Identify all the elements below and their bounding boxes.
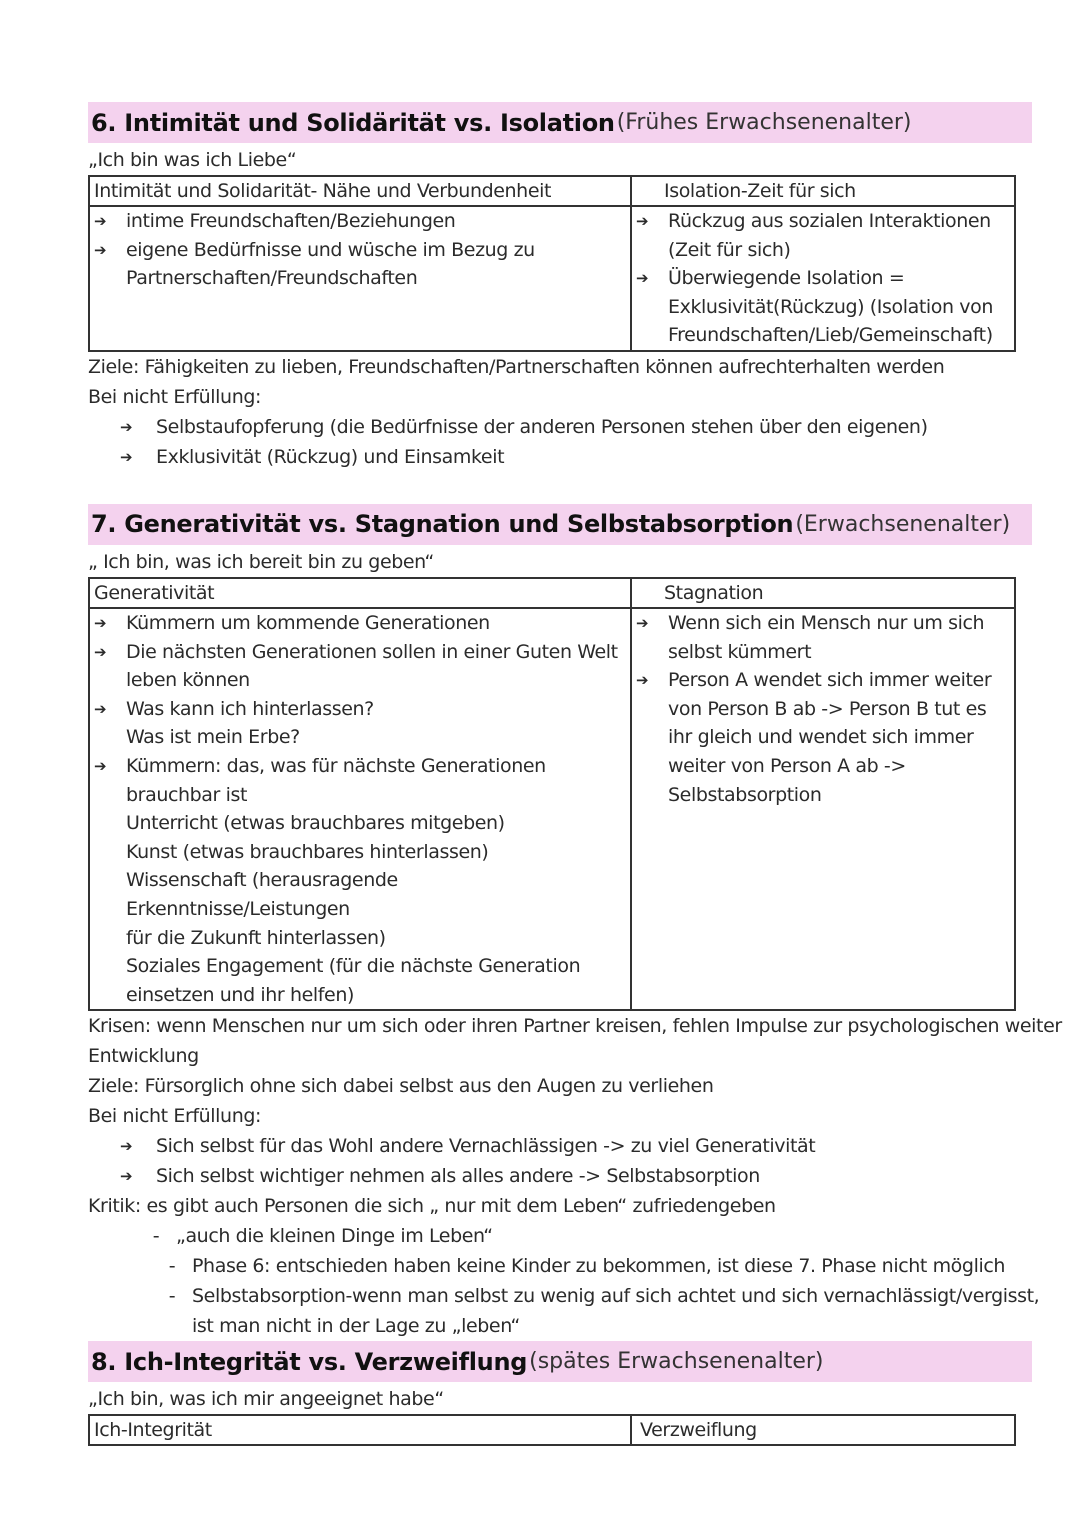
arrow-bullet-icon: ➔ [636, 613, 649, 632]
list-item: Was ist mein Erbe? [126, 726, 300, 749]
list-item: leben können [126, 669, 250, 692]
list-item: Sich selbst für das Wohl andere Vernachlässigen -> zu viel Generativität [156, 1135, 816, 1158]
dash-bullet-icon: - [168, 1285, 176, 1308]
list-item: intime Freundschaften/Beziehungen [126, 210, 456, 232]
list-item: Phase 6: entschieden haben keine Kinder zu bekommen, ist diese 7. Phase nicht möglich [192, 1255, 1006, 1278]
list-item: Sich selbst wichtiger nehmen als alles andere -> Selbstabsorption [156, 1165, 760, 1188]
section-7-left-header: Generativität [89, 578, 631, 608]
section-6-heading [88, 102, 1032, 143]
section-7-title: 7. Generativität vs. Stagnation und Selbstabsorption [91, 510, 794, 539]
list-item: „auch die kleinen Dinge im Leben“ [176, 1225, 493, 1248]
list-item: Soziales Engagement (für die nächste Generation [126, 955, 581, 978]
list-item: Wenn sich ein Mensch nur um sich [668, 611, 985, 634]
arrow-bullet-icon: ➔ [636, 671, 649, 690]
arrow-bullet-icon: ➔ [94, 756, 107, 775]
list-item: weiter von Person A ab -> [668, 754, 906, 777]
section-6-goals: Ziele: Fähigkeiten zu lieben, Freundschaften/Partnerschaften können aufrechterhalten werden [88, 355, 945, 378]
section-8-subtitle: (spätes Erwachsenenalter) [529, 1349, 824, 1375]
arrow-bullet-icon: ➔ [120, 417, 133, 436]
section-7-left-cell [89, 608, 631, 1010]
list-item: Person A wendet sich immer weiter [668, 669, 992, 692]
list-item: ist man nicht in der Lage zu „leben“ [192, 1315, 520, 1338]
section-6-title: 6. Intimität und Solidärität vs. Isolation [91, 108, 615, 137]
section-8-left-header: Ich-Integrität [89, 1415, 631, 1445]
section-6-fail-label: Bei nicht Erfüllung: [88, 385, 261, 408]
section-7-fail-label: Bei nicht Erfüllung: [88, 1105, 261, 1128]
list-item: Selbstaufopferung (die Bedürfnisse der anderen Personen stehen über den eigenen) [156, 415, 928, 438]
section-7-quote: „ Ich bin, was ich bereit bin zu geben“ [88, 550, 434, 573]
arrow-bullet-icon: ➔ [94, 212, 107, 230]
section-6-subtitle: (Frühes Erwachsenenalter) [616, 110, 912, 135]
section-6-quote: „Ich bin was ich Liebe“ [88, 149, 297, 171]
document-page [88, 102, 1062, 1446]
list-item: Selbstabsorption-wenn man selbst zu wenig auf sich achtet und sich vernachlässigt/vergisst, [192, 1285, 1040, 1308]
arrow-bullet-icon: ➔ [94, 642, 107, 661]
list-item: Was kann ich hinterlassen? [126, 697, 374, 720]
section-7-table [88, 577, 1016, 1011]
list-item: Partnerschaften/Freundschaften [126, 267, 418, 290]
arrow-bullet-icon: ➔ [636, 269, 649, 288]
section-6-left-cell [89, 206, 631, 351]
list-item: Exklusivität(Rückzug) (Isolation von [668, 295, 994, 318]
list-item: brauchbar ist [126, 783, 248, 806]
list-item: selbst kümmert [668, 640, 812, 663]
list-item: Überwiegende Isolation = [668, 267, 905, 290]
dash-bullet-icon: - [152, 1225, 160, 1248]
list-item: einsetzen und ihr helfen) [126, 983, 354, 1006]
list-item: ihr gleich und wendet sich immer [668, 726, 974, 749]
arrow-bullet-icon: ➔ [120, 1167, 133, 1186]
section-7-crisis-2: Entwicklung [88, 1045, 199, 1068]
section-7-heading [88, 504, 1032, 545]
section-7-right-cell [631, 608, 1015, 1010]
list-item: Selbstabsorption [668, 783, 822, 806]
list-item: Unterricht (etwas brauchbares mitgeben) [126, 812, 505, 835]
section-6-right-cell [631, 206, 1015, 351]
list-item: Exklusivität (Rückzug) und Einsamkeit [156, 445, 505, 468]
dash-bullet-icon: - [168, 1255, 176, 1278]
section-7-critique: Kritik: es gibt auch Personen die sich „ nur mit dem Leben“ zufriedengeben [88, 1195, 776, 1218]
section-7-goals: Ziele: Fürsorglich ohne sich dabei selbst aus den Augen zu verliehen [88, 1075, 714, 1098]
section-6-table [88, 175, 1016, 352]
list-item: Kümmern: das, was für nächste Generationen [126, 754, 546, 777]
section-8-title: 8. Ich-Integrität vs. Verzweiflung [91, 1347, 528, 1376]
arrow-bullet-icon: ➔ [94, 613, 107, 632]
section-8-table [88, 1414, 1016, 1446]
section-8-heading [88, 1341, 1032, 1382]
list-item: Freundschaften/Lieb/Gemeinschaft) [668, 324, 993, 347]
arrow-bullet-icon: ➔ [636, 212, 649, 230]
section-7-right-header: Stagnation [631, 578, 1015, 608]
section-8-quote: „Ich bin, was ich mir angeeignet habe“ [88, 1388, 444, 1411]
arrow-bullet-icon: ➔ [120, 1137, 133, 1156]
arrow-bullet-icon: ➔ [94, 240, 107, 259]
list-item: von Person B ab -> Person B tut es [668, 697, 987, 720]
arrow-bullet-icon: ➔ [94, 699, 107, 718]
list-item: Kümmern um kommende Generationen [126, 611, 490, 634]
section-6-left-header: Intimität und Solidarität- Nähe und Verbundenheit [89, 176, 631, 206]
list-item: Rückzug aus sozialen Interaktionen [668, 210, 991, 232]
section-8-right-header: Verzweiflung [631, 1415, 1015, 1445]
arrow-bullet-icon: ➔ [120, 447, 133, 466]
list-item: (Zeit für sich) [668, 238, 791, 261]
section-7-subtitle: (Erwachsenenalter) [795, 511, 1011, 537]
section-7-crisis-1: Krisen: wenn Menschen nur um sich oder ihren Partner kreisen, fehlen Impulse zur psychologischen weiter [88, 1015, 1062, 1038]
section-6-right-header: Isolation-Zeit für sich [631, 176, 1015, 206]
list-item: eigene Bedürfnisse und wüsche im Bezug zu [126, 238, 535, 261]
list-item: für die Zukunft hinterlassen) [126, 926, 386, 949]
list-item: Kunst (etwas brauchbares hinterlassen) [126, 840, 489, 863]
list-item: Die nächsten Generationen sollen in einer Guten Welt [126, 640, 618, 663]
list-item: Wissenschaft (herausragende Erkenntnisse/Leistungen [126, 869, 398, 920]
